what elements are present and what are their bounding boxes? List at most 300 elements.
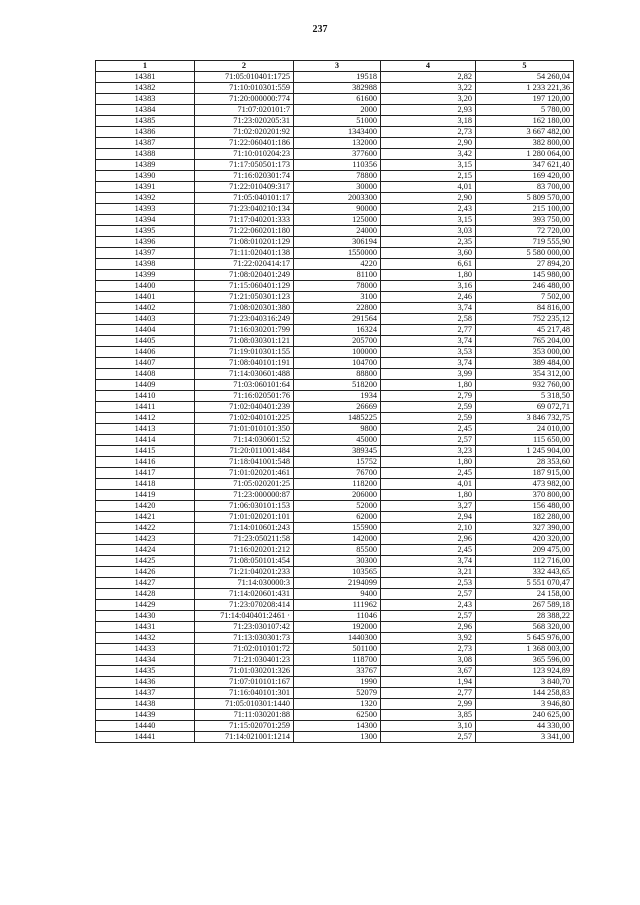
row-number-cell: 14383 xyxy=(96,94,195,105)
table-header-row xyxy=(96,61,574,72)
cadastral-number-cell: 71:23:040316:249 xyxy=(195,314,294,325)
cadastral-number-cell: 71:13:030301:73 xyxy=(195,633,294,644)
cadastral-number-cell: 71:21:040201:233 xyxy=(195,567,294,578)
cadastral-number-cell: 71:14:030601:52 xyxy=(195,435,294,446)
cadastral-number-cell: 71:08:030301:121 xyxy=(195,336,294,347)
area-cell: 52000 xyxy=(294,501,381,512)
row-number-cell: 14387 xyxy=(96,138,195,149)
area-cell: 306194 xyxy=(294,237,381,248)
row-number-cell: 14408 xyxy=(96,369,195,380)
rate-cell: 2,96 xyxy=(381,534,476,545)
area-cell: 52079 xyxy=(294,688,381,699)
rate-cell: 2,45 xyxy=(381,545,476,556)
area-cell: 111962 xyxy=(294,600,381,611)
cadastral-number-cell: 71:02:040101:225 xyxy=(195,413,294,424)
table-row xyxy=(96,380,574,391)
value-cell: 112 716,00 xyxy=(476,556,574,567)
cadastral-number-cell: 71:14:010601:243 xyxy=(195,523,294,534)
row-number-cell: 14425 xyxy=(96,556,195,567)
rate-cell: 1,94 xyxy=(381,677,476,688)
cadastral-number-cell: 71:14:030000:3 xyxy=(195,578,294,589)
value-cell: 1 368 003,00 xyxy=(476,644,574,655)
rate-cell: 3,15 xyxy=(381,215,476,226)
value-cell: 27 894,20 xyxy=(476,259,574,270)
value-cell: 28 353,60 xyxy=(476,457,574,468)
row-number-cell: 14437 xyxy=(96,688,195,699)
row-number-cell: 14409 xyxy=(96,380,195,391)
area-cell: 22800 xyxy=(294,303,381,314)
area-cell: 19518 xyxy=(294,72,381,83)
value-cell: 3 840,70 xyxy=(476,677,574,688)
rate-cell: 2,99 xyxy=(381,699,476,710)
cadastral-number-cell: 71:07:020101:7 xyxy=(195,105,294,116)
area-cell: 30300 xyxy=(294,556,381,567)
column-header-specific-value: 4 xyxy=(381,61,476,72)
row-number-cell: 14407 xyxy=(96,358,195,369)
cadastral-number-cell: 71:14:020601:431 xyxy=(195,589,294,600)
cadastral-number-cell: 71:05:020201:25 xyxy=(195,479,294,490)
area-cell: 118200 xyxy=(294,479,381,490)
table-row xyxy=(96,446,574,457)
row-number-cell: 14404 xyxy=(96,325,195,336)
rate-cell: 3,74 xyxy=(381,336,476,347)
table-row xyxy=(96,622,574,633)
row-number-cell: 14403 xyxy=(96,314,195,325)
area-cell: 4220 xyxy=(294,259,381,270)
cadastral-number-cell: 71:16:030201:799 xyxy=(195,325,294,336)
rate-cell: 3,22 xyxy=(381,83,476,94)
cadastral-number-cell: 71:23:050211:58 xyxy=(195,534,294,545)
value-cell: 72 720,00 xyxy=(476,226,574,237)
area-cell: 3100 xyxy=(294,292,381,303)
area-cell: 88800 xyxy=(294,369,381,380)
area-cell: 132000 xyxy=(294,138,381,149)
area-cell: 2003300 xyxy=(294,193,381,204)
value-cell: 5 809 570,00 xyxy=(476,193,574,204)
value-cell: 7 502,00 xyxy=(476,292,574,303)
row-number-cell: 14429 xyxy=(96,600,195,611)
cadastral-number-cell: 71:05:010401:1725 xyxy=(195,72,294,83)
row-number-cell: 14415 xyxy=(96,446,195,457)
value-cell: 5 318,50 xyxy=(476,391,574,402)
area-cell: 142000 xyxy=(294,534,381,545)
rate-cell: 2,73 xyxy=(381,127,476,138)
value-cell: 327 390,00 xyxy=(476,523,574,534)
rate-cell: 3,16 xyxy=(381,281,476,292)
row-number-cell: 14431 xyxy=(96,622,195,633)
rate-cell: 4,01 xyxy=(381,479,476,490)
table-row xyxy=(96,127,574,138)
area-cell: 90000 xyxy=(294,204,381,215)
value-cell: 3 846 732,75 xyxy=(476,413,574,424)
table-row xyxy=(96,303,574,314)
table-row xyxy=(96,237,574,248)
table-row xyxy=(96,534,574,545)
cadastral-number-cell: 71:05:010301:1440 xyxy=(195,699,294,710)
cadastral-number-cell: 71:08:050101:454 xyxy=(195,556,294,567)
value-cell: 3 667 482,00 xyxy=(476,127,574,138)
table-row xyxy=(96,83,574,94)
row-number-cell: 14390 xyxy=(96,171,195,182)
area-cell: 1934 xyxy=(294,391,381,402)
rate-cell: 3,92 xyxy=(381,633,476,644)
table-row xyxy=(96,292,574,303)
row-number-cell: 14381 xyxy=(96,72,195,83)
area-cell: 1440300 xyxy=(294,633,381,644)
column-header-number: 1 xyxy=(96,61,195,72)
value-cell: 568 320,00 xyxy=(476,622,574,633)
area-cell: 501100 xyxy=(294,644,381,655)
rate-cell: 3,85 xyxy=(381,710,476,721)
row-number-cell: 14422 xyxy=(96,523,195,534)
cadastral-number-cell: 71:02:010101:72 xyxy=(195,644,294,655)
cadastral-number-cell: 71:08:020401:249 xyxy=(195,270,294,281)
area-cell: 62500 xyxy=(294,710,381,721)
value-cell: 267 589,18 xyxy=(476,600,574,611)
value-cell: 1 233 221,36 xyxy=(476,83,574,94)
rate-cell: 2,96 xyxy=(381,622,476,633)
value-cell: 156 480,00 xyxy=(476,501,574,512)
value-cell: 382 800,00 xyxy=(476,138,574,149)
value-cell: 84 816,00 xyxy=(476,303,574,314)
cadastral-number-cell: 71:19:010301:155 xyxy=(195,347,294,358)
rate-cell: 3,99 xyxy=(381,369,476,380)
table-row xyxy=(96,545,574,556)
row-number-cell: 14426 xyxy=(96,567,195,578)
value-cell: 240 625,00 xyxy=(476,710,574,721)
cadastral-number-cell: 71:03:060101:64 xyxy=(195,380,294,391)
area-cell: 85500 xyxy=(294,545,381,556)
rate-cell: 3,10 xyxy=(381,721,476,732)
row-number-cell: 14439 xyxy=(96,710,195,721)
rate-cell: 4,01 xyxy=(381,182,476,193)
cadastral-number-cell: 71:07:010101:167 xyxy=(195,677,294,688)
rate-cell: 2,45 xyxy=(381,424,476,435)
area-cell: 110356 xyxy=(294,160,381,171)
rate-cell: 3,60 xyxy=(381,248,476,259)
value-cell: 54 260,04 xyxy=(476,72,574,83)
table-row xyxy=(96,424,574,435)
table-row xyxy=(96,567,574,578)
cadastral-number-cell: 71:21:050301:123 xyxy=(195,292,294,303)
table-row xyxy=(96,358,574,369)
table-row xyxy=(96,105,574,116)
area-cell: 1320 xyxy=(294,699,381,710)
table-row xyxy=(96,490,574,501)
area-cell: 2000 xyxy=(294,105,381,116)
row-number-cell: 14392 xyxy=(96,193,195,204)
rate-cell: 2,57 xyxy=(381,732,476,743)
row-number-cell: 14423 xyxy=(96,534,195,545)
cadastral-number-cell: 71:16:040101:301 xyxy=(195,688,294,699)
rate-cell: 2,35 xyxy=(381,237,476,248)
area-cell: 76700 xyxy=(294,468,381,479)
table-row xyxy=(96,402,574,413)
cadastral-number-cell: 71:06:030101:153 xyxy=(195,501,294,512)
table-row xyxy=(96,611,574,622)
area-cell: 62000 xyxy=(294,512,381,523)
rate-cell: 2,82 xyxy=(381,72,476,83)
area-cell: 14300 xyxy=(294,721,381,732)
area-cell: 1343400 xyxy=(294,127,381,138)
value-cell: 44 330,00 xyxy=(476,721,574,732)
rate-cell: 2,43 xyxy=(381,204,476,215)
row-number-cell: 14388 xyxy=(96,149,195,160)
area-cell: 78800 xyxy=(294,171,381,182)
value-cell: 162 180,00 xyxy=(476,116,574,127)
row-number-cell: 14435 xyxy=(96,666,195,677)
cadastral-number-cell: 71:01:010101:350 xyxy=(195,424,294,435)
cadastral-number-cell: 71:08:020301:380 xyxy=(195,303,294,314)
row-number-cell: 14434 xyxy=(96,655,195,666)
table-row xyxy=(96,468,574,479)
value-cell: 1 245 904,00 xyxy=(476,446,574,457)
cadastral-number-cell: 71:23:070208:414 xyxy=(195,600,294,611)
row-number-cell: 14389 xyxy=(96,160,195,171)
row-number-cell: 14396 xyxy=(96,237,195,248)
area-cell: 1990 xyxy=(294,677,381,688)
cadastral-number-cell: 71:17:050501:173 xyxy=(195,160,294,171)
cadastral-number-cell: 71:11:020401:138 xyxy=(195,248,294,259)
area-cell: 389345 xyxy=(294,446,381,457)
row-number-cell: 14417 xyxy=(96,468,195,479)
cadastral-number-cell: 71:16:020301:74 xyxy=(195,171,294,182)
area-cell: 16324 xyxy=(294,325,381,336)
cadastral-number-cell: 71:02:020201:92 xyxy=(195,127,294,138)
rate-cell: 2,53 xyxy=(381,578,476,589)
cadastral-number-cell: 71:20:011001:484 xyxy=(195,446,294,457)
rate-cell: 3,20 xyxy=(381,94,476,105)
table-row xyxy=(96,600,574,611)
rate-cell: 3,21 xyxy=(381,567,476,578)
table-row xyxy=(96,325,574,336)
row-number-cell: 14440 xyxy=(96,721,195,732)
rate-cell: 3,53 xyxy=(381,347,476,358)
rate-cell: 1,80 xyxy=(381,457,476,468)
area-cell: 104700 xyxy=(294,358,381,369)
table-row xyxy=(96,336,574,347)
area-cell: 9800 xyxy=(294,424,381,435)
value-cell: 1 280 064,00 xyxy=(476,149,574,160)
cadastral-number-cell: 71:08:040101:191 xyxy=(195,358,294,369)
area-cell: 1300 xyxy=(294,732,381,743)
rate-cell: 3,67 xyxy=(381,666,476,677)
cadastral-number-cell: 71:11:030201:88 xyxy=(195,710,294,721)
row-number-cell: 14416 xyxy=(96,457,195,468)
table-row xyxy=(96,204,574,215)
value-cell: 353 000,00 xyxy=(476,347,574,358)
row-number-cell: 14410 xyxy=(96,391,195,402)
table-row xyxy=(96,171,574,182)
rate-cell: 2,57 xyxy=(381,589,476,600)
value-cell: 365 596,00 xyxy=(476,655,574,666)
value-cell: 123 924,89 xyxy=(476,666,574,677)
row-number-cell: 14399 xyxy=(96,270,195,281)
rate-cell: 3,74 xyxy=(381,358,476,369)
cadastral-number-cell: 71:23:020205:31 xyxy=(195,116,294,127)
table-row xyxy=(96,160,574,171)
table-row xyxy=(96,512,574,523)
cadastral-number-cell: 71:18:041001:548 xyxy=(195,457,294,468)
value-cell: 45 217,48 xyxy=(476,325,574,336)
rate-cell: 2,79 xyxy=(381,391,476,402)
row-number-cell: 14421 xyxy=(96,512,195,523)
area-cell: 377600 xyxy=(294,149,381,160)
cadastral-number-cell: 71:23:040210:134 xyxy=(195,204,294,215)
area-cell: 81100 xyxy=(294,270,381,281)
row-number-cell: 14386 xyxy=(96,127,195,138)
row-number-cell: 14413 xyxy=(96,424,195,435)
row-number-cell: 14384 xyxy=(96,105,195,116)
table-row xyxy=(96,138,574,149)
table-row xyxy=(96,369,574,380)
value-cell: 354 312,00 xyxy=(476,369,574,380)
value-cell: 246 480,00 xyxy=(476,281,574,292)
area-cell: 192000 xyxy=(294,622,381,633)
table-row xyxy=(96,215,574,226)
table-row xyxy=(96,182,574,193)
value-cell: 3 946,80 xyxy=(476,699,574,710)
rate-cell: 2,43 xyxy=(381,600,476,611)
rate-cell: 2,10 xyxy=(381,523,476,534)
cadastral-number-cell: 71:15:020701:259 xyxy=(195,721,294,732)
value-cell: 347 621,40 xyxy=(476,160,574,171)
row-number-cell: 14420 xyxy=(96,501,195,512)
row-number-cell: 14405 xyxy=(96,336,195,347)
value-cell: 169 420,00 xyxy=(476,171,574,182)
row-number-cell: 14432 xyxy=(96,633,195,644)
value-cell: 83 700,00 xyxy=(476,182,574,193)
column-header-cadastral-value: 5 xyxy=(476,61,574,72)
table-body xyxy=(96,72,574,743)
table-row xyxy=(96,556,574,567)
value-cell: 3 341,00 xyxy=(476,732,574,743)
table-row xyxy=(96,721,574,732)
cadastral-number-cell: 71:14:030601:488 xyxy=(195,369,294,380)
table-row xyxy=(96,633,574,644)
value-cell: 5 645 976,00 xyxy=(476,633,574,644)
cadastral-number-cell: 71:01:030201:326 xyxy=(195,666,294,677)
cadastral-number-cell: 71:23:000000:87 xyxy=(195,490,294,501)
value-cell: 115 650,00 xyxy=(476,435,574,446)
value-cell: 145 980,00 xyxy=(476,270,574,281)
value-cell: 752 235,12 xyxy=(476,314,574,325)
table-row xyxy=(96,248,574,259)
table-row xyxy=(96,688,574,699)
area-cell: 15752 xyxy=(294,457,381,468)
cadastral-number-cell: 71:02:040401:239 xyxy=(195,402,294,413)
cadastral-number-cell: 71:22:020414:17 xyxy=(195,259,294,270)
area-cell: 206000 xyxy=(294,490,381,501)
table-row xyxy=(96,270,574,281)
rate-cell: 6,61 xyxy=(381,259,476,270)
row-number-cell: 14414 xyxy=(96,435,195,446)
rate-cell: 2,59 xyxy=(381,402,476,413)
rate-cell: 3,03 xyxy=(381,226,476,237)
area-cell: 103565 xyxy=(294,567,381,578)
row-number-cell: 14438 xyxy=(96,699,195,710)
rate-cell: 2,57 xyxy=(381,611,476,622)
area-cell: 125000 xyxy=(294,215,381,226)
row-number-cell: 14397 xyxy=(96,248,195,259)
rate-cell: 3,42 xyxy=(381,149,476,160)
area-cell: 26669 xyxy=(294,402,381,413)
rate-cell: 1,80 xyxy=(381,270,476,281)
column-header-area: 3 xyxy=(294,61,381,72)
table-row xyxy=(96,655,574,666)
area-cell: 51000 xyxy=(294,116,381,127)
area-cell: 9400 xyxy=(294,589,381,600)
table-row xyxy=(96,116,574,127)
row-number-cell: 14382 xyxy=(96,83,195,94)
row-number-cell: 14424 xyxy=(96,545,195,556)
rate-cell: 2,90 xyxy=(381,193,476,204)
rate-cell: 1,80 xyxy=(381,490,476,501)
value-cell: 187 915,00 xyxy=(476,468,574,479)
table-row xyxy=(96,314,574,325)
value-cell: 209 475,00 xyxy=(476,545,574,556)
row-number-cell: 14428 xyxy=(96,589,195,600)
table-row xyxy=(96,666,574,677)
table-row xyxy=(96,699,574,710)
rate-cell: 2,59 xyxy=(381,413,476,424)
row-number-cell: 14441 xyxy=(96,732,195,743)
value-cell: 69 072,71 xyxy=(476,402,574,413)
table-row xyxy=(96,72,574,83)
rate-cell: 2,93 xyxy=(381,105,476,116)
value-cell: 332 443,65 xyxy=(476,567,574,578)
rate-cell: 2,90 xyxy=(381,138,476,149)
value-cell: 215 100,00 xyxy=(476,204,574,215)
value-cell: 473 982,00 xyxy=(476,479,574,490)
area-cell: 1485225 xyxy=(294,413,381,424)
cadastral-number-cell: 71:01:020201:461 xyxy=(195,468,294,479)
table-row xyxy=(96,523,574,534)
row-number-cell: 14433 xyxy=(96,644,195,655)
rate-cell: 3,23 xyxy=(381,446,476,457)
rate-cell: 2,15 xyxy=(381,171,476,182)
area-cell: 45000 xyxy=(294,435,381,446)
rate-cell: 1,80 xyxy=(381,380,476,391)
table-row xyxy=(96,677,574,688)
rate-cell: 2,46 xyxy=(381,292,476,303)
table-row xyxy=(96,644,574,655)
row-number-cell: 14385 xyxy=(96,116,195,127)
table-row xyxy=(96,413,574,424)
area-cell: 61600 xyxy=(294,94,381,105)
table-row xyxy=(96,281,574,292)
rate-cell: 2,57 xyxy=(381,435,476,446)
cadastral-number-cell: 71:16:020501:76 xyxy=(195,391,294,402)
area-cell: 118700 xyxy=(294,655,381,666)
cadastral-number-cell: 71:16:020201:212 xyxy=(195,545,294,556)
area-cell: 205700 xyxy=(294,336,381,347)
rate-cell: 3,74 xyxy=(381,556,476,567)
rate-cell: 2,77 xyxy=(381,688,476,699)
value-cell: 28 388,22 xyxy=(476,611,574,622)
area-cell: 78000 xyxy=(294,281,381,292)
row-number-cell: 14395 xyxy=(96,226,195,237)
area-cell: 382988 xyxy=(294,83,381,94)
cadastral-number-cell: 71:17:040201:333 xyxy=(195,215,294,226)
value-cell: 5 580 000,00 xyxy=(476,248,574,259)
cadastral-number-cell: 71:01:020201:101 xyxy=(195,512,294,523)
rate-cell: 2,73 xyxy=(381,644,476,655)
cadastral-number-cell: 71:10:010301:559 xyxy=(195,83,294,94)
cadastral-number-cell: 71:22:060401:186 xyxy=(195,138,294,149)
row-number-cell: 14401 xyxy=(96,292,195,303)
value-cell: 932 760,00 xyxy=(476,380,574,391)
